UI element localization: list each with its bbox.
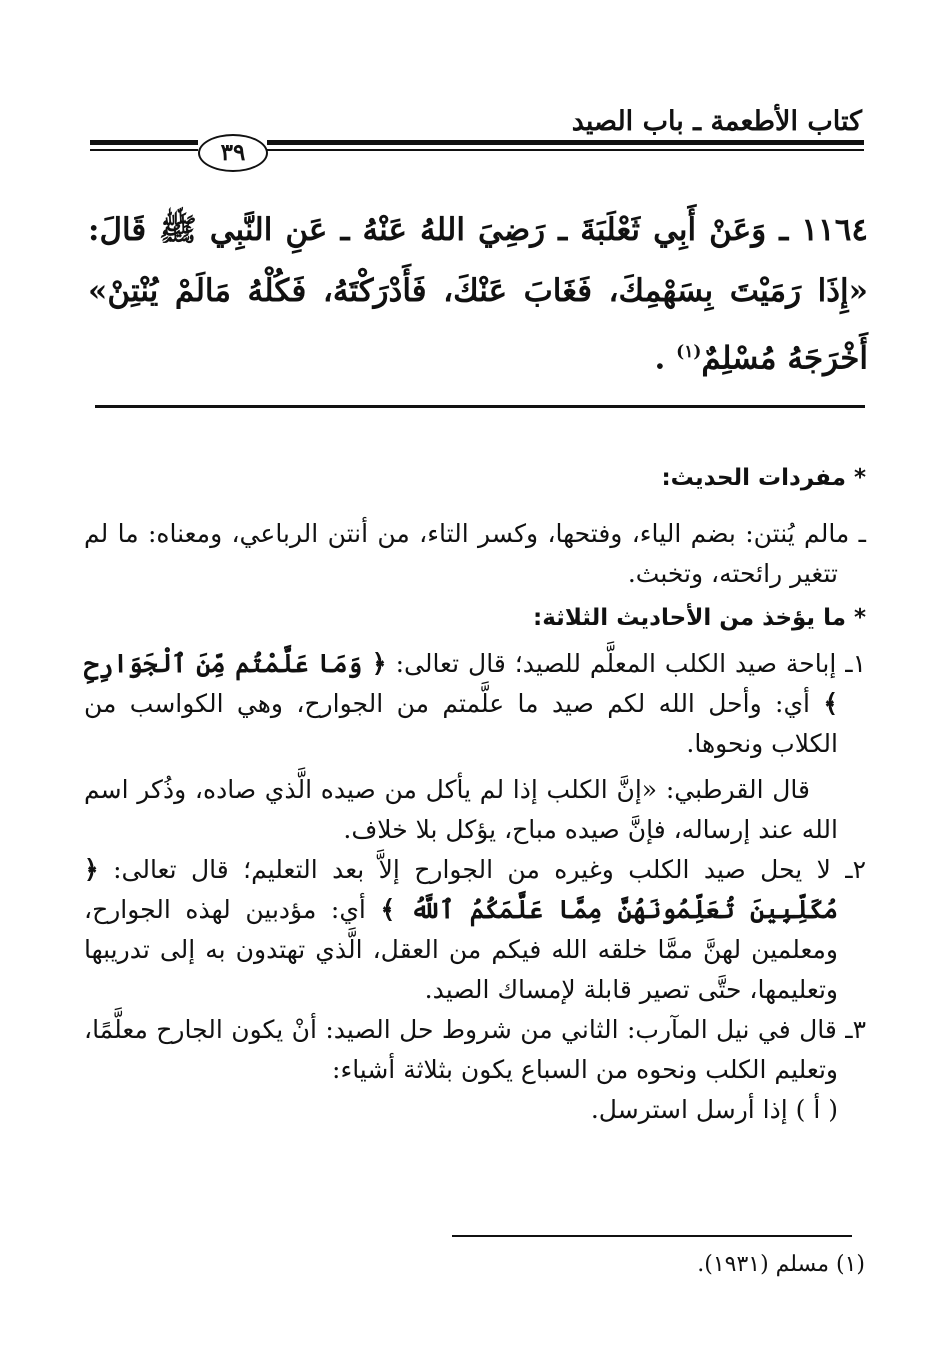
lesson-1-prefix: ١ـ إباحة صيد الكلب المعلَّم للصيد؛ قال تعالى: [395, 649, 866, 678]
quran-verse-1: ﴿ وَمَا عَلَّمْتُم مِّنَ ٱلْجَوَارِحِ ﴾ [84, 649, 838, 718]
lesson-2-rest: أي: مؤدبين لهذه الجوارح، ومعلمين لهنَّ ممَّا خلقه الله فيكم من العقل، الَّذي تهتدون به إلى تدريبها وتعليمها، حتَّى تصير قابلة لإمساك الصيد. [84, 895, 838, 1004]
page-number: ٣٩ [198, 134, 268, 172]
hadith-dash: ـ [779, 212, 789, 248]
lesson-3-sub-a: ( أ ) إذا أرسل استرسل. [590, 1095, 838, 1124]
running-title: كتاب الأطعمة ـ باب الصيد [571, 106, 862, 137]
qurtubi-quote: قال القرطبي: «إنَّ الكلب إذا لم يأكل من صيده الَّذي صاده، وذُكر اسم الله عند إرساله، فإنَّ صيده مباح، يؤكل بلا خلاف. [84, 775, 838, 844]
commentary [84, 458, 866, 1130]
header-rule-right [267, 140, 864, 158]
footnote-1: (١) مسلم (١٩٣١). [697, 1252, 865, 1277]
hadith-text [88, 200, 868, 389]
header-rule-left [90, 140, 198, 158]
hadith-number: ١١٦٤ [801, 212, 869, 248]
lesson-item-2 [84, 850, 866, 1010]
footnote-marker: (١) [676, 342, 702, 362]
section-divider [95, 405, 865, 408]
quran-verse-2: ﴿ مُكَلِّبِينَ تُعَلِّمُونَهُنَّ مِمَّا عَلَّمَكُمُ ٱللَّهُ ﴾ [84, 855, 838, 924]
lesson-2-prefix: ٢ـ لا يحل صيد الكلب وغيره من الجوارح إلاَّ بعد التعليم؛ قال تعالى: [113, 855, 866, 884]
footnote-rule [452, 1235, 852, 1237]
lesson-item-1 [84, 644, 866, 764]
heading-lessons: * ما يؤخذ من الأحاديث الثلاثة: [533, 605, 866, 631]
vocab-item: ـ مالم يُنتن: بضم الياء، وفتحها، وكسر التاء، من أنتن الرباعي، ومعناه: ما لم تتغير رائحته، وتخبث. [84, 519, 866, 588]
lesson-1-rest: أي: وأحل الله لكم صيد ما علَّمتم من الجوارح، وهي الكواسب من الكلاب ونحوها. [84, 689, 838, 758]
heading-vocabulary: * مفردات الحديث: [661, 465, 866, 491]
lesson-item-3: ٣ـ قال في نيل المآرب: الثاني من شروط حل الصيد: أنْ يكون الجارح معلَّمًا، وتعليم الكلب ونحوه من السباع يكون بثلاثة أشياء: [84, 1015, 866, 1084]
hadith-body: وَعَنْ أَبِي ثَعْلَبَةَ ـ رَضِيَ اللهُ عَنْهُ ـ عَنِ النَّبِي ﷺ قَالَ: «إِذَا رَمَيْتَ بِسَهْمِكَ، فَغَابَ عَنْكَ، فَأَدْرَكْتَهُ، فَكُلْهُ مَالَمْ يُنْتِنْ» أَخْرَجَهُ مُسْلِمٌ [88, 212, 868, 377]
hadith-end: . [654, 340, 666, 377]
